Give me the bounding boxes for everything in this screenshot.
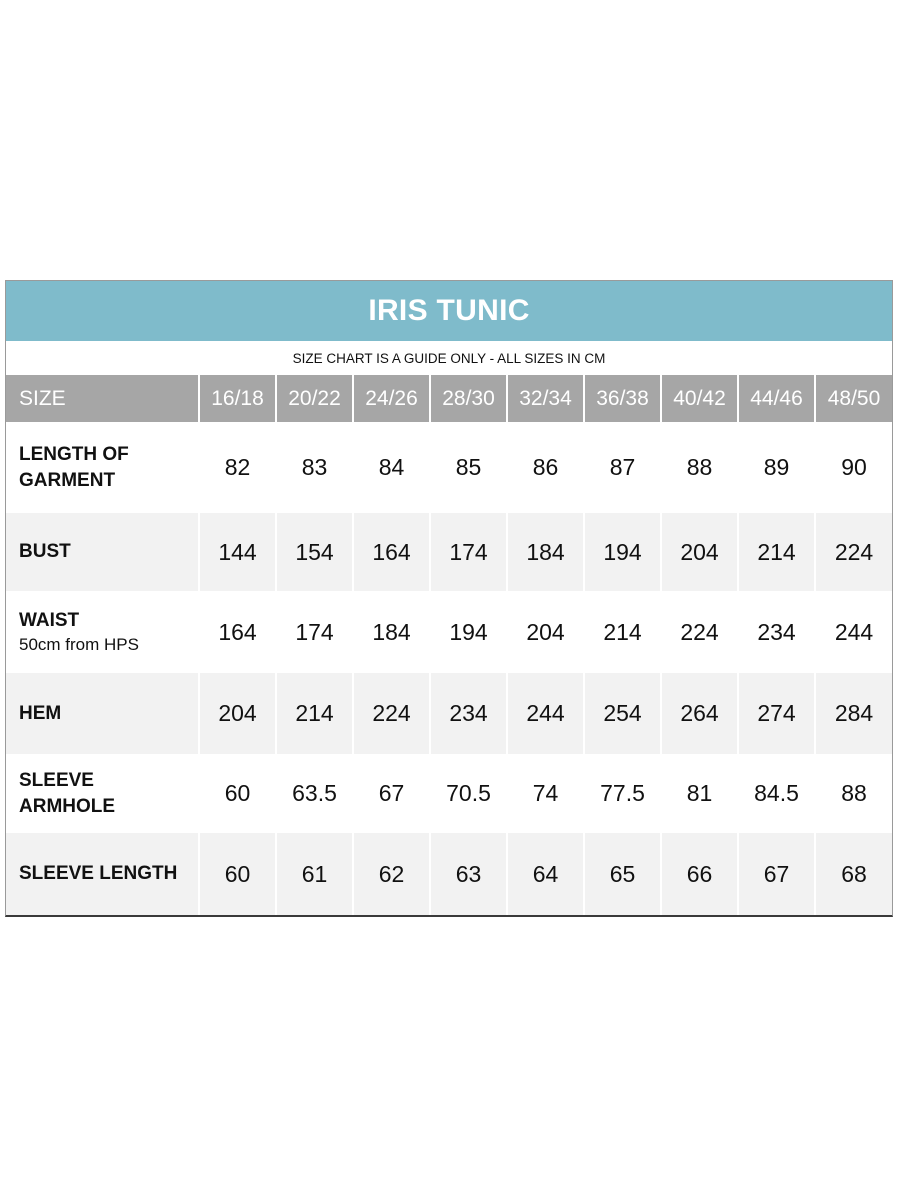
row-label-line: SLEEVE LENGTH [19, 863, 178, 884]
measurement-cell: 204 [199, 673, 276, 754]
measurement-cell: 88 [661, 422, 738, 513]
row-label-line: BUST [19, 541, 71, 562]
measurement-cell: 87 [584, 422, 661, 513]
measurement-cell: 60 [199, 833, 276, 915]
measurement-cell: 154 [276, 513, 353, 591]
measurement-cell: 89 [738, 422, 815, 513]
size-header-cell: 48/50 [815, 375, 892, 422]
row-label [6, 833, 199, 915]
measurement-cell: 214 [738, 513, 815, 591]
measurement-cell: 214 [276, 673, 353, 754]
measurement-cell: 164 [199, 591, 276, 673]
row-label-line: LENGTH OF [19, 443, 129, 465]
row-label [6, 673, 199, 754]
measurement-cell: 67 [738, 833, 815, 915]
measurement-cell: 204 [661, 513, 738, 591]
size-chart [5, 280, 893, 917]
measurement-cell: 84.5 [738, 754, 815, 833]
table-row [6, 513, 892, 591]
measurement-cell: 234 [738, 591, 815, 673]
measurement-cell: 64 [507, 833, 584, 915]
measurement-cell: 244 [507, 673, 584, 754]
size-header-label: SIZE [6, 375, 199, 422]
measurement-cell: 224 [661, 591, 738, 673]
measurement-cell: 184 [507, 513, 584, 591]
row-label-note: 50cm from HPS [19, 635, 139, 654]
size-header-cell: 20/22 [276, 375, 353, 422]
measurement-cell: 184 [353, 591, 430, 673]
measurement-cell: 244 [815, 591, 892, 673]
measurement-cell: 174 [276, 591, 353, 673]
measurement-cell: 86 [507, 422, 584, 513]
measurement-cell: 85 [430, 422, 507, 513]
measurement-cell: 194 [430, 591, 507, 673]
chart-subtitle: SIZE CHART IS A GUIDE ONLY - ALL SIZES IN CM [6, 341, 892, 375]
measurement-cell: 144 [199, 513, 276, 591]
measurement-cell: 81 [661, 754, 738, 833]
measurement-cell: 77.5 [584, 754, 661, 833]
size-header-cell: 28/30 [430, 375, 507, 422]
measurement-cell: 264 [661, 673, 738, 754]
chart-title: IRIS TUNIC [6, 281, 892, 341]
measurement-cell: 234 [430, 673, 507, 754]
size-table [6, 375, 892, 915]
row-label-line: ARMHOLE [19, 795, 116, 817]
measurement-cell: 63.5 [276, 754, 353, 833]
measurement-cell: 84 [353, 422, 430, 513]
size-header-cell: 44/46 [738, 375, 815, 422]
row-label-line: GARMENT [19, 469, 116, 491]
measurement-cell: 88 [815, 754, 892, 833]
table-row [6, 422, 892, 513]
table-row [6, 754, 892, 833]
measurement-cell: 62 [353, 833, 430, 915]
measurement-cell: 66 [661, 833, 738, 915]
measurement-cell: 284 [815, 673, 892, 754]
measurement-cell: 74 [507, 754, 584, 833]
measurement-cell: 67 [353, 754, 430, 833]
measurement-cell: 274 [738, 673, 815, 754]
row-label-line: WAIST [19, 610, 80, 631]
measurement-cell: 83 [276, 422, 353, 513]
row-label [6, 591, 199, 673]
table-row [6, 591, 892, 673]
measurement-cell: 214 [584, 591, 661, 673]
size-header-cell: 16/18 [199, 375, 276, 422]
size-header-cell: 24/26 [353, 375, 430, 422]
size-header-cell: 40/42 [661, 375, 738, 422]
measurement-cell: 224 [353, 673, 430, 754]
row-label [6, 754, 199, 833]
measurement-cell: 82 [199, 422, 276, 513]
row-label-line: HEM [19, 702, 62, 724]
table-row [6, 673, 892, 754]
measurement-cell: 63 [430, 833, 507, 915]
measurement-cell: 194 [584, 513, 661, 591]
size-header-row [6, 375, 892, 422]
row-label-line: SLEEVE [19, 769, 94, 791]
measurement-cell: 174 [430, 513, 507, 591]
measurement-cell: 254 [584, 673, 661, 754]
row-label [6, 513, 199, 591]
size-header-cell: 32/34 [507, 375, 584, 422]
measurement-cell: 224 [815, 513, 892, 591]
measurement-cell: 90 [815, 422, 892, 513]
row-label [6, 422, 199, 513]
table-row [6, 833, 892, 915]
measurement-cell: 60 [199, 754, 276, 833]
measurement-cell: 70.5 [430, 754, 507, 833]
size-header-cell: 36/38 [584, 375, 661, 422]
measurement-cell: 68 [815, 833, 892, 915]
measurement-cell: 65 [584, 833, 661, 915]
measurement-cell: 61 [276, 833, 353, 915]
measurement-cell: 204 [507, 591, 584, 673]
measurement-cell: 164 [353, 513, 430, 591]
